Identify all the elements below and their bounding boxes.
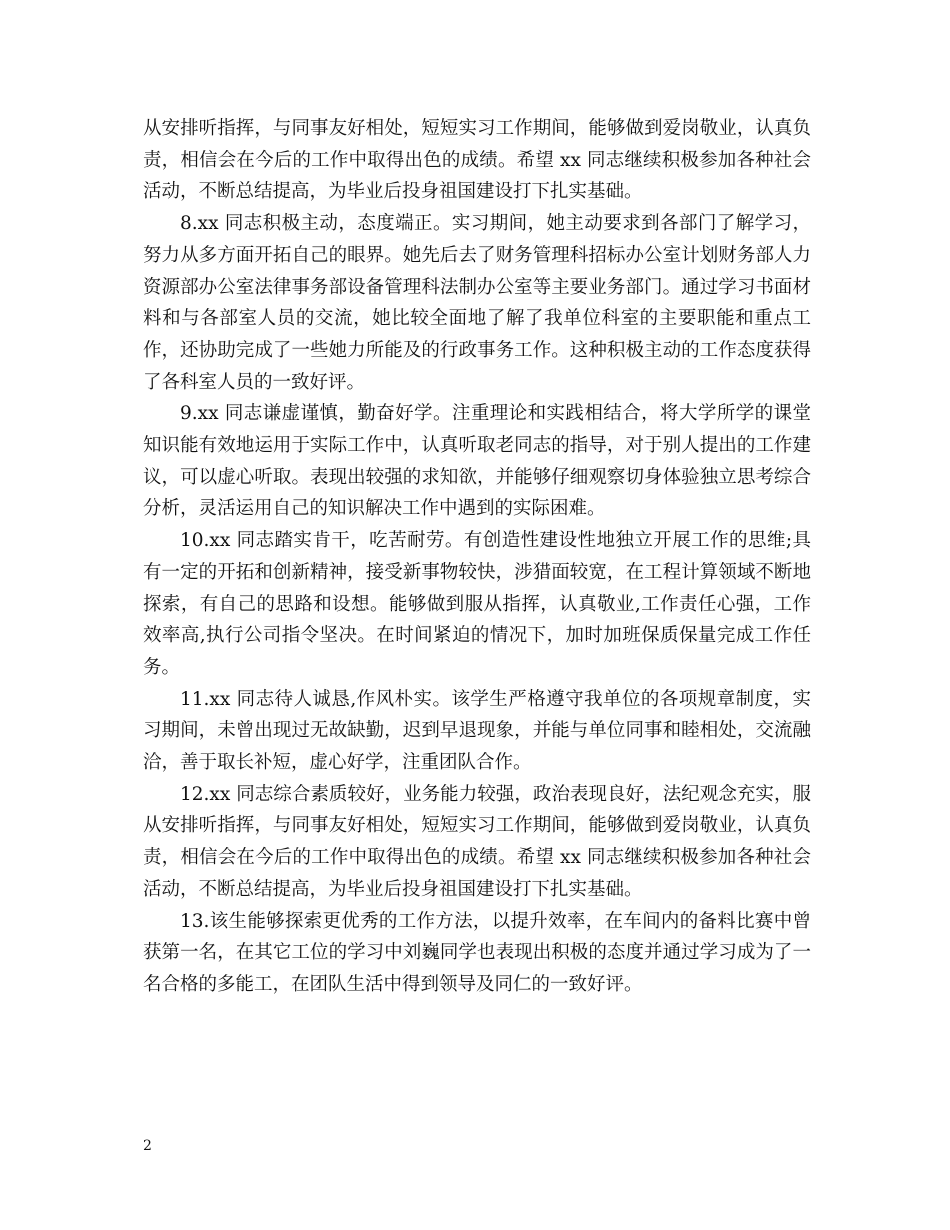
paragraph-item-13: 13.该生能够探索更优秀的工作方法，以提升效率，在车间内的备料比赛中曾获第一名，在其它工位的学习中刘巍同学也表现出积极的态度并通过学习成为了一名合格的多能工，在团队生活中得到领导及同仁的一致好评。 <box>143 910 811 995</box>
document-body <box>143 113 811 1001</box>
paragraph-item-11: 11.xx 同志待人诚恳,作风朴实。该学生严格遵守我单位的各项规章制度，实习期间，未曾出现过无故缺勤，迟到早退现象，并能与单位同事和睦相处，交流融洽，善于取长补短，虚心好学，注重团队合作。 <box>143 688 811 774</box>
paragraph-item-10: 10.xx 同志踏实肯干，吃苦耐劳。有创造性建设性地独立开展工作的思维;具有一定的开拓和创新精神，接受新事物较快，涉猎面较宽，在工程计算领域不断地探索，有自己的思路和设想。能够做到服从指挥，认真敬业,工作责任心强，工作效率高,执行公司指令坚决。在时间紧迫的情况下，加时加班保质保量完成工作任务。 <box>143 530 811 678</box>
paragraph-item-12: 12.xx 同志综合素质较好，业务能力较强，政治表现良好，法纪观念充实，服从安排听指挥，与同事友好相处，短短实习工作期间，能够做到爱岗敬业，认真负责，相信会在今后的工作中取得出色的成绩。希望 xx 同志继续积极参加各种社会活动，不断总结提高，为毕业后投身祖国建设打下扎实基础。 <box>143 783 811 900</box>
paragraph-item-8: 8.xx 同志积极主动，态度端正。实习期间，她主动要求到各部门了解学习，努力从多方面开拓自己的眼界。她先后去了财务管理科招标办公室计划财务部人力资源部办公室法律事务部设备管理科法制办公室等主要业务部门。通过学习书面材料和与各部室人员的交流，她比较全面地了解了我单位科室的主要职能和重点工作，还协助完成了一些她力所能及的行政事务工作。这种积极主动的工作态度获得了各科室人员的一致好评。 <box>143 213 811 393</box>
paragraph-item-9: 9.xx 同志谦虚谨慎，勤奋好学。注重理论和实践相结合，将大学所学的课堂知识能有效地运用于实际工作中，认真听取老同志的指导，对于别人提出的工作建议，可以虚心听取。表现出较强的求知欲，并能够仔细观察切身体验独立思考综合分析，灵活运用自己的知识解决工作中遇到的实际困难。 <box>143 403 811 520</box>
page-number: 2 <box>143 1138 152 1154</box>
paragraph-continuation: 从安排听指挥，与同事友好相处，短短实习工作期间，能够做到爱岗敬业，认真负责，相信会在今后的工作中取得出色的成绩。希望 xx 同志继续积极参加各种社会活动，不断总结提高，为毕业后投身祖国建设打下扎实基础。 <box>143 118 811 203</box>
